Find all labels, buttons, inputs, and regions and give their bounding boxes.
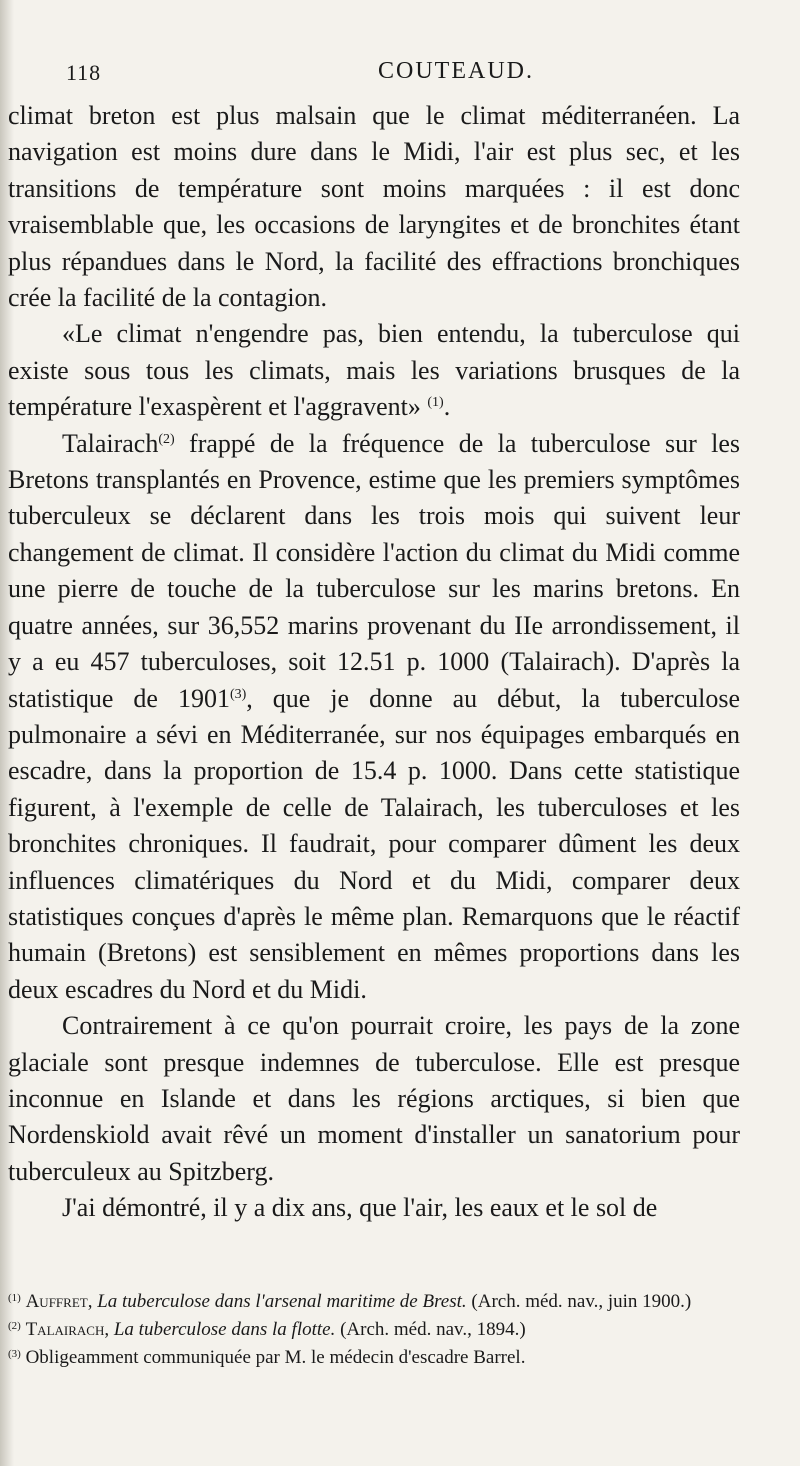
footnotes (8, 1288, 740, 1372)
footnote-2 (8, 1316, 740, 1344)
paragraph-5: J'ai démontré, il y a dix ans, que l'air, les eaux et le sol de (62, 1193, 658, 1223)
paragraph-2 (8, 316, 740, 425)
running-title: COUTEAUD. (378, 58, 534, 84)
footnote-mark: (1) (8, 1292, 21, 1304)
paragraph-3-lead: Talairach (62, 428, 159, 458)
paragraph-3 (8, 426, 740, 1009)
footnote-1 (8, 1288, 740, 1316)
body-text (8, 98, 740, 1227)
footnote-author: Talairach, (25, 1319, 110, 1340)
footnote-title: La tuberculose dans la flotte. (113, 1319, 336, 1340)
quote-period: . (443, 392, 451, 422)
paragraph-4: Contrairement à ce qu'on pourrait croire, les pays de la zone glaciale sont presque indemnes de tuberculose. Elle est presque inconnue en Islande et dans les régions arctiques, si bien que Nordenskiold avait rêvé un moment d'installer un sanatorium pour tuberculeux au Spitzberg. (8, 1011, 740, 1186)
footnote-3 (8, 1344, 740, 1372)
page-header (58, 38, 798, 85)
page-number: 118 (66, 60, 102, 85)
footnote-mark: (2) (8, 1320, 21, 1332)
footnote-source: (Arch. méd. nav., 1894.) (340, 1319, 526, 1340)
footnote-title: La tuberculose dans l'arsenal maritime de Brest. (97, 1291, 467, 1312)
footnote-author: Auffret, (25, 1291, 93, 1312)
paragraph-3-body: frappé de la fréquence de la tuberculose sur les Bretons transplantés en Provence, estime que les premiers symptômes tuberculeux se déclarent dans les trois mois qui suivent leur changement de climat. Il considère l'action du climat du Midi comme une pierre de touche de la tuberculose sur les marins bretons. En quatre années, sur 36,552 marins provenant du IIe arrondissement, il y a eu 457 tuberculoses, soit 12.51 p. 1000 (Talairach). D'après la statistique de 1901 (8, 428, 741, 713)
footnote-ref-2: (2) (158, 431, 175, 447)
footnote-mark: (3) (8, 1348, 21, 1360)
footnote-source: (Arch. méd. nav., juin 1900.) (471, 1291, 692, 1312)
footnote-text: Obligeamment communiquée par M. le médecin d'escadre Barrel. (25, 1347, 526, 1368)
paragraph-3-rest: , que je donne au début, la tuberculose pulmonaire a sévi en Méditerranée, sur nos équipages embarqués en escadre, dans la proportion de 15.4 p. 1000. Dans cette statistique figurent, à l'exemple de celle de Talairach, les tuberculoses et les bronchites chroniques. Il faudrait, pour comparer dûment les deux influences climatériques du Nord et du Midi, comparer deux statistiques conçues d'après le même plan. Remarquons que le réactif humain (Bretons) est sensiblement en mêmes proportions dans les deux escadres du Nord et du Midi. (8, 683, 740, 1004)
quote-text: «Le climat n'engendre pas, bien entendu, la tuberculose qui existe sous tous les climats, mais les variations brusques de la température l'exaspèrent et l'aggravent» (8, 319, 740, 422)
footnote-ref-3: (3) (229, 686, 247, 702)
book-page (58, 38, 798, 85)
footnote-ref-1: (1) (427, 395, 444, 411)
paragraph-1: climat breton est plus malsain que le climat méditerranéen. La navigation est moins dure dans le Midi, l'air est plus sec, et les transitions de température sont moins marquées : il est donc vraisemblable que, les occasions de laryngites et de bronchites étant plus répandues dans le Nord, la facilité des effractions bronchiques crée la facilité de la contagion. (8, 101, 740, 313)
